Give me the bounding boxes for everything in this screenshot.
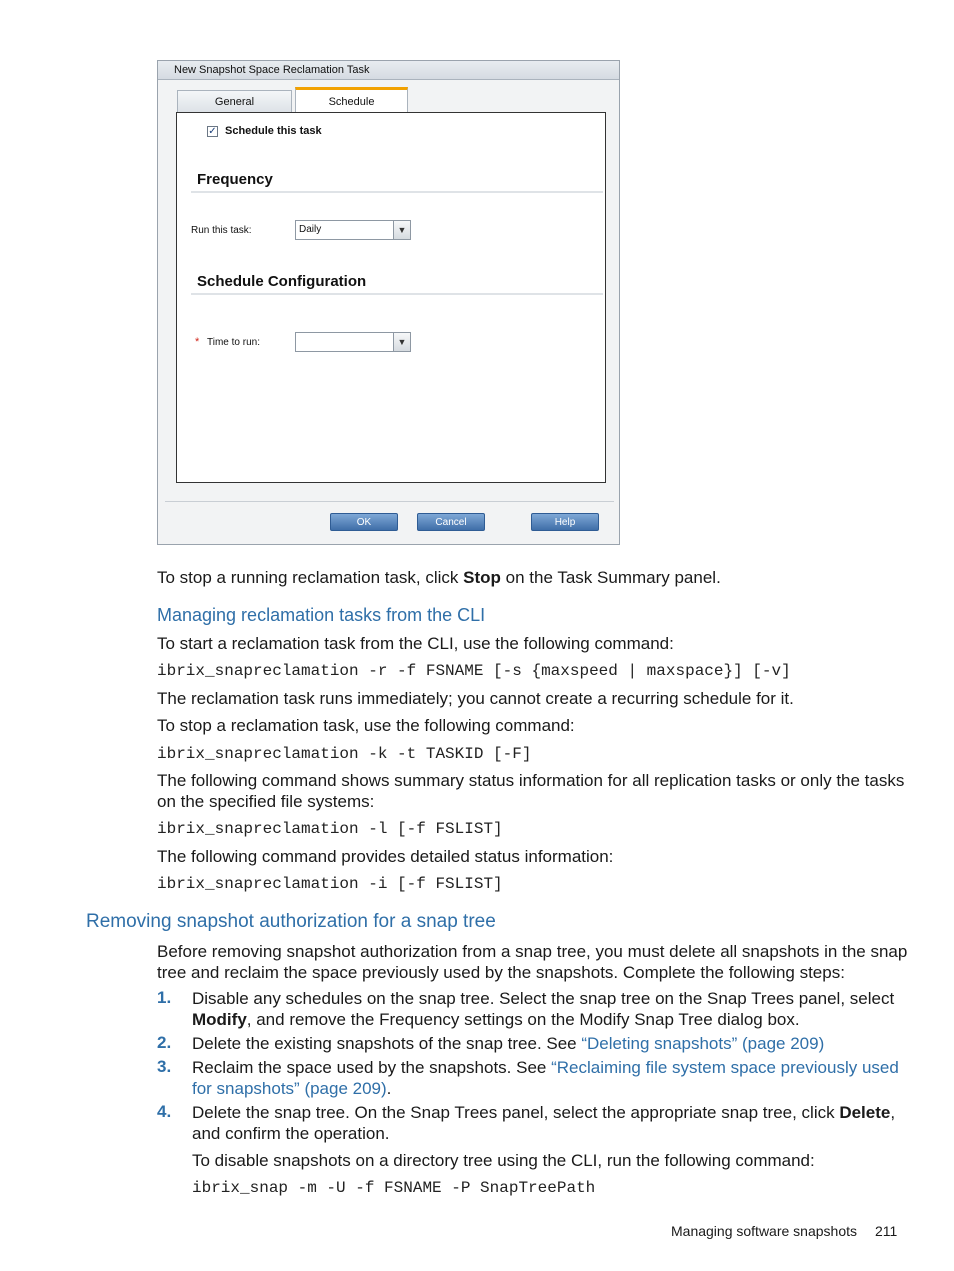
paragraph-detail: The following command provides detailed status information: [157,847,614,866]
frequency-heading: Frequency [191,171,603,193]
paragraph-summary-l1: The following command shows summary status information for all replication tasks or only the tasks [157,771,905,790]
heading-cli: Managing reclamation tasks from the CLI [157,605,486,625]
footer-section-title: Managing software snapshots [671,1223,857,1239]
snapshot-reclamation-dialog [157,60,620,545]
command-disable: ibrix_snap -m -U -f FSNAME -P SnapTreePath [192,1179,596,1197]
run-task-label: Run this task: [191,225,252,236]
required-marker: * [195,336,200,348]
link-reclaiming-space-cont[interactable]: for snapshots” (page 209) [192,1079,387,1098]
time-to-run-select[interactable] [295,332,411,352]
modify-term: Modify [192,1010,247,1029]
help-button[interactable]: Help [531,513,599,531]
paragraph-start-cli: To start a reclamation task from the CLI, use the following command: [157,634,674,653]
dialog-footer-divider [165,501,614,502]
delete-term: Delete [839,1103,891,1122]
time-to-run-label: Time to run: [207,337,260,348]
step-3-line-2: for snapshots” (page 209). [192,1079,392,1098]
paragraph-before-l2: tree and reclaim the space previously used by the snapshots. Complete the following steps: [157,963,845,982]
command-detail: ibrix_snapreclamation -i [-f FSLIST] [157,875,503,893]
chevron-down-icon[interactable]: ▼ [393,221,410,239]
step-1-line-2: Modify, and remove the Frequency settings on the Modify Snap Tree dialog box. [192,1010,800,1029]
schedule-task-label: Schedule this task [225,125,322,137]
link-reclaiming-space[interactable]: “Reclaiming file system space previously used [551,1058,899,1077]
page-number: 211 [875,1223,898,1239]
tab-general[interactable]: General [177,90,292,112]
step-number: 4. [157,1102,172,1121]
schedule-panel [176,112,606,483]
heading-remove-authorization: Removing snapshot authorization for a snap tree [86,911,496,932]
run-task-select[interactable] [295,220,411,240]
schedule-configuration-heading: Schedule Configuration [191,273,603,295]
tab-schedule[interactable]: Schedule [295,87,408,113]
link-deleting-snapshots[interactable]: “Deleting snapshots” (page 209) [581,1034,825,1053]
step-number: 3. [157,1057,172,1076]
step-number: 2. [157,1033,172,1052]
paragraph-stop-task: To stop a running reclamation task, click Stop on the Task Summary panel. [157,568,721,587]
ok-button[interactable]: OK [330,513,398,531]
command-stop: ibrix_snapreclamation -k -t TASKID [-F] [157,745,532,763]
cancel-button[interactable]: Cancel [417,513,485,531]
step-number: 1. [157,988,172,1007]
paragraph-immediate: The reclamation task runs immediately; you cannot create a recurring schedule for it. [157,689,794,708]
step-4-line-2: and confirm the operation. [192,1124,390,1143]
step-2-line: Delete the existing snapshots of the snap tree. See “Deleting snapshots” (page 209) [192,1034,825,1053]
step-3-line-1: Reclaim the space used by the snapshots. See “Reclaiming file system space previously used [192,1058,899,1077]
paragraph-stop-cli: To stop a reclamation task, use the following command: [157,716,575,735]
command-summary: ibrix_snapreclamation -l [-f FSLIST] [157,820,503,838]
stop-term: Stop [463,568,501,587]
step-1-line-1: Disable any schedules on the snap tree. Select the snap tree on the Snap Trees panel, select [192,989,895,1008]
run-task-value: Daily [299,224,322,235]
paragraph-before-l1: Before removing snapshot authorization from a snap tree, you must delete all snapshots in the snap [157,942,908,961]
schedule-task-checkbox[interactable]: ✓ [208,126,217,137]
chevron-down-icon[interactable]: ▼ [393,333,410,351]
paragraph-summary-l2: on the specified file systems: [157,792,375,811]
step-4-line-1: Delete the snap tree. On the Snap Trees panel, select the appropriate snap tree, click Delete, [192,1103,896,1122]
paragraph-disable: To disable snapshots on a directory tree using the CLI, run the following command: [192,1151,815,1170]
command-start: ibrix_snapreclamation -r -f FSNAME [-s {maxspeed | maxspace}] [-v] [157,662,791,680]
dialog-title: New Snapshot Space Reclamation Task [158,61,619,80]
